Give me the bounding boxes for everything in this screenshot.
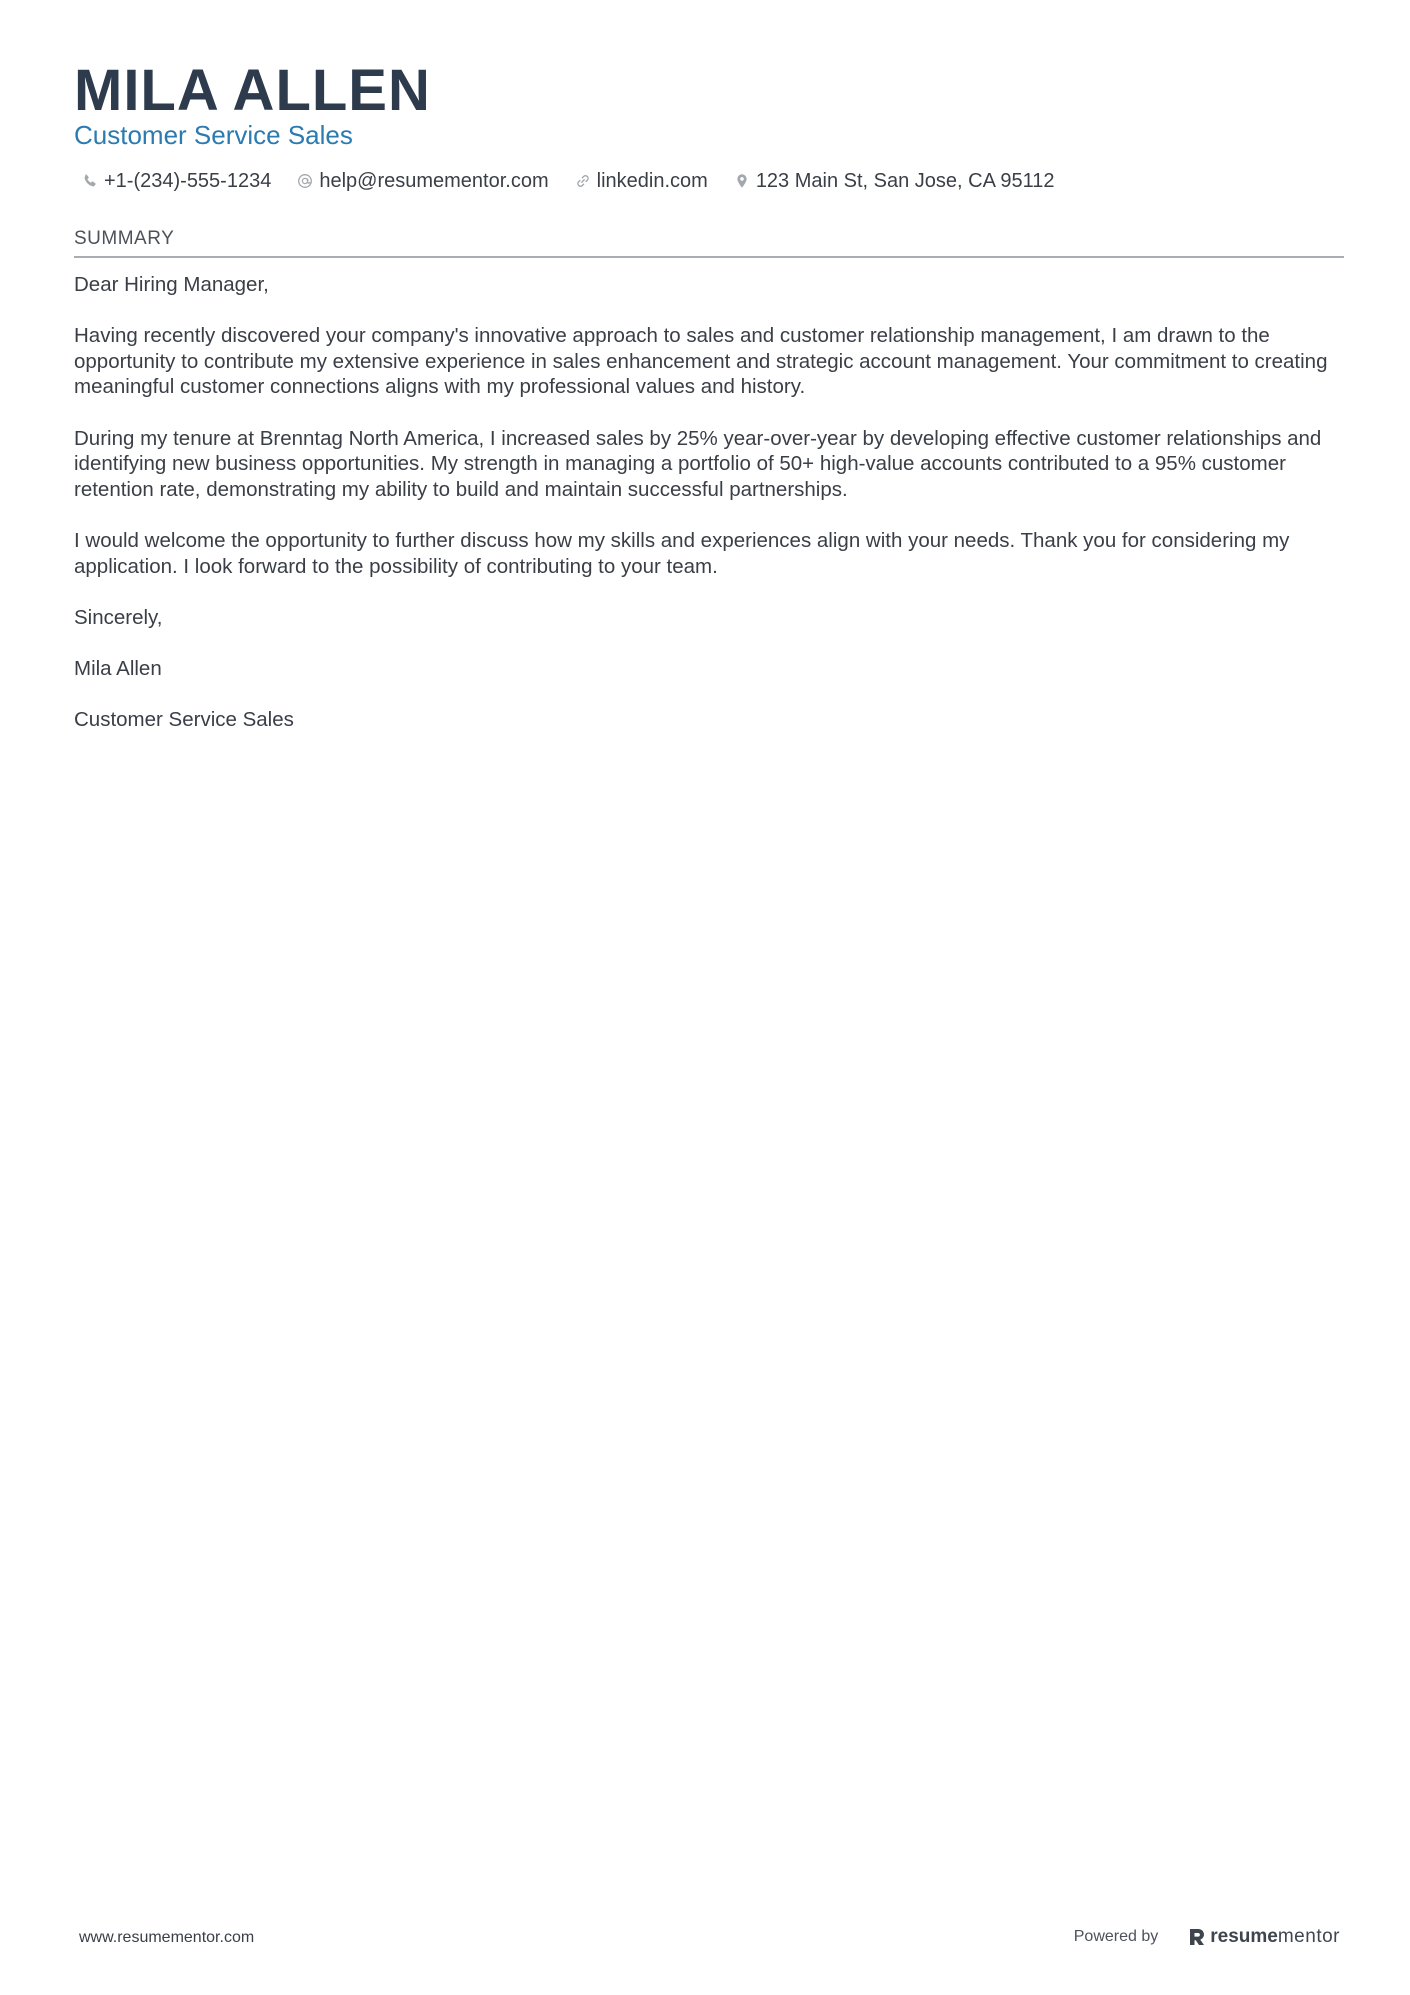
email-text: help@resumementor.com [319, 170, 549, 192]
phone-text: +1-(234)-555-1234 [104, 170, 272, 192]
address-text: 123 Main St, San Jose, CA 95112 [755, 170, 1055, 192]
letter-paragraph: I would welcome the opportunity to further discuss how my skills and experiences align with your needs. Thank you for considering my application. I look forward to the possibility of contributing to your team. [74, 528, 1290, 578]
letter-paragraph: During my tenure at Brenntag North America, I increased sales by 25% year-over-year by developing effective customer relationships and identifying new business opportunities. My strength in managing a portfolio of 50+ high-value accounts contributed to a 95% customer retention rate, demonstrating my ability to build and maintain successful partnerships. [74, 426, 1322, 501]
contact-linkedin [575, 166, 708, 196]
powered-by-text: Powered by [1073, 1928, 1159, 1945]
cover-letter-body [74, 272, 1344, 758]
contact-email [297, 166, 548, 196]
contact-address [734, 166, 1055, 196]
footer-brand [1074, 1926, 1340, 1948]
candidate-title: Customer Service Sales [74, 120, 353, 150]
footer-url[interactable]: www.resumementor.com [79, 1929, 255, 1946]
signature-title: Customer Service Sales [74, 708, 294, 732]
location-pin-icon [734, 173, 750, 189]
contact-phone [82, 166, 271, 196]
logo-text-light: mentor [1277, 1926, 1340, 1947]
signature-name: Mila Allen [74, 656, 162, 680]
logo-text-bold: resume [1210, 1926, 1278, 1947]
link-icon [575, 173, 591, 189]
letter-paragraph: Having recently discovered your company's innovative approach to sales and customer relationship management, I am drawn to the opportunity to contribute my extensive experience in sales enhancement and strategic account management. Your commitment to creating meaningful customer connections aligns with my professional values and history. [74, 324, 1328, 399]
resumementor-logo[interactable] [1188, 1926, 1340, 1948]
linkedin-text: linkedin.com [596, 170, 708, 192]
salutation: Dear Hiring Manager, [74, 273, 269, 296]
summary-heading: SUMMARY [74, 224, 1344, 258]
candidate-name: MILA ALLEN [74, 58, 431, 123]
resumementor-logo-icon [1188, 1927, 1206, 1947]
contact-row [82, 166, 1081, 196]
phone-icon [82, 173, 98, 189]
closing: Sincerely, [74, 605, 163, 629]
at-icon [297, 173, 313, 189]
